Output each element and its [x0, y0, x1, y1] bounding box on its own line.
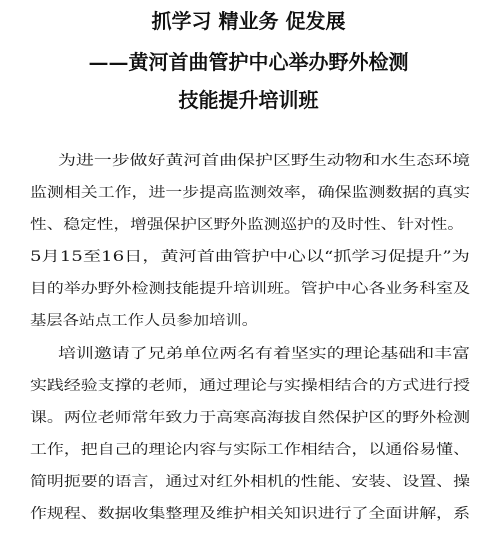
- paragraph-1-line-1: 为进一步做好黄河首曲保护区野生动物和水生态环境: [58, 153, 470, 169]
- paragraph-2-line-1: 培训邀请了兄弟单位两名有着坚实的理论基础和丰富: [58, 346, 470, 362]
- document-title-line-3: 技能提升培训班: [178, 88, 319, 112]
- paragraph-2-line-2: 实践经验支撑的老师，通过理论与实操相结合的方式进行授: [30, 378, 471, 394]
- paragraph-2-line-4: 工作，把自己的理论内容与实际工作相结合，以通俗易懂、: [30, 442, 471, 458]
- document-title-line-1: 抓学习 精业务 促发展: [151, 9, 346, 33]
- paragraph-1-line-3: 性、稳定性，增强保护区野外监测巡护的及时性、针对性。: [30, 217, 464, 233]
- paragraph-2-line-3: 课。两位老师常年致力于高寒高海拔自然保护区的野外检测: [30, 410, 471, 426]
- paragraph-1-line-6: 基层各站点工作人员参加培训。: [30, 313, 258, 329]
- paragraph-1-line-5: 目的举办野外检测技能提升培训班。管护中心各业务科室及: [30, 281, 471, 297]
- paragraph-2-line-5: 简明扼要的语言，通过对红外相机的性能、安装、设置、操: [30, 474, 471, 490]
- document-title-line-2: ——黄河首曲管护中心举办野外检测: [88, 50, 409, 74]
- paragraph-1-line-2: 监测相关工作，进一步提高监测效率，确保监测数据的真实: [30, 185, 471, 201]
- paragraph-2-line-6: 作规程、数据收集整理及维护相关知识进行了全面讲解，系: [30, 506, 471, 522]
- paragraph-1-line-4: 5月15至16日，黄河首曲管护中心以“抓学习促提升”为: [30, 249, 470, 265]
